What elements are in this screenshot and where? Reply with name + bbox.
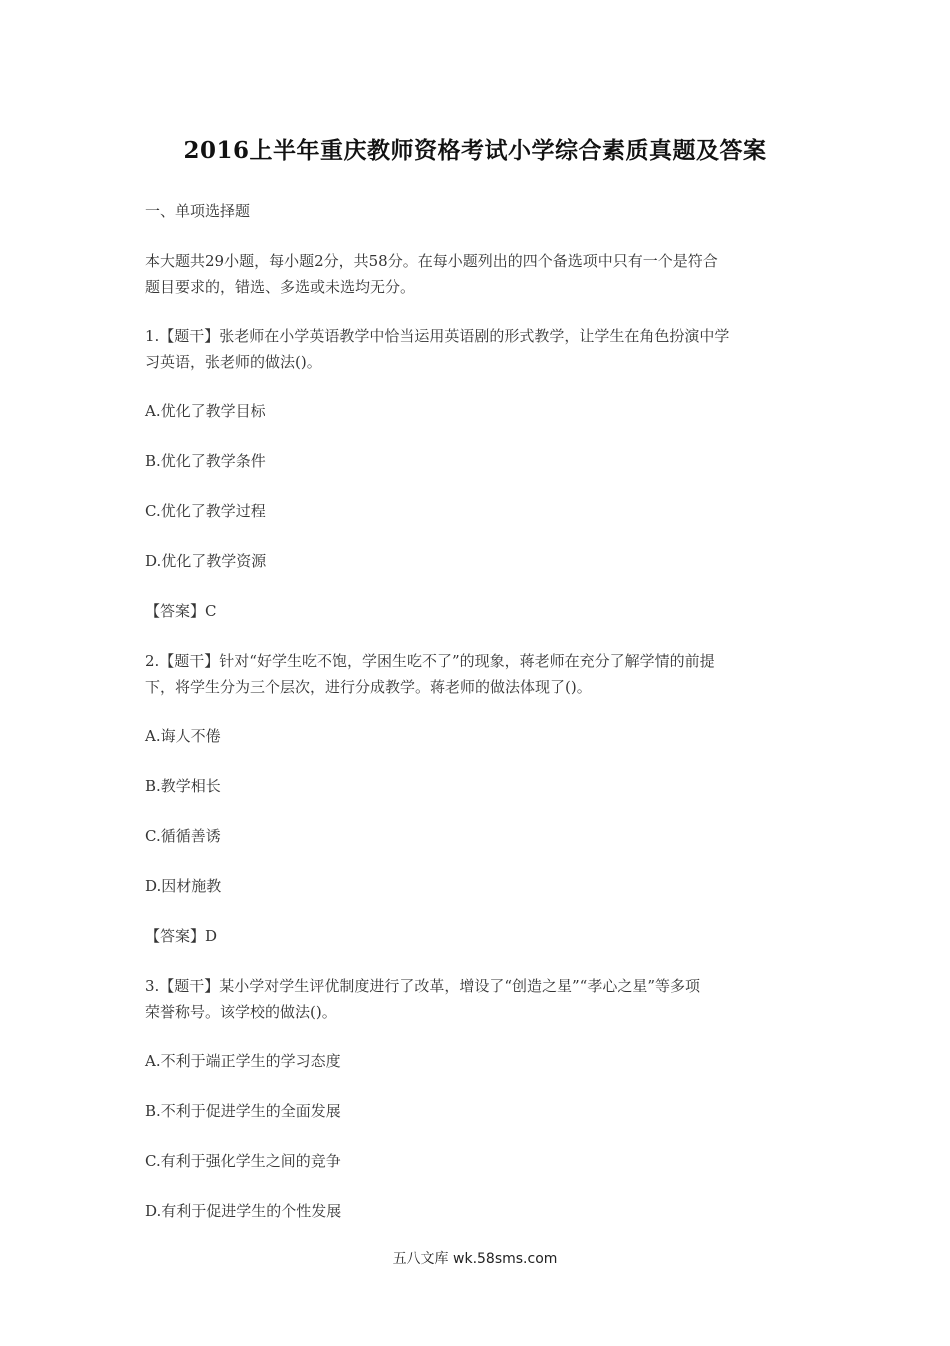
instructions-line: 题目要求的，错选、多选或未选均无分。 [145, 278, 416, 296]
question-2-option-b: B.教学相长 [145, 777, 221, 795]
question-2-option-d: D.因材施教 [145, 877, 222, 895]
question-3-option-d: D.有利于促进学生的个性发展 [145, 1202, 342, 1220]
question-stem-line: 1.【题干】张老师在小学英语教学中恰当运用英语剧的形式教学，让学生在角色扮演中学 [145, 327, 730, 345]
question-1-stem [145, 323, 805, 375]
question-3-option-c: C.有利于强化学生之间的竞争 [145, 1152, 341, 1170]
instructions [145, 248, 805, 300]
page-footer-watermark: 五八文库 wk.58sms.com [392, 1251, 558, 1267]
question-stem-line: 2.【题干】针对“好学生吃不饱，学困生吃不了”的现象，蒋老师在充分了解学情的前提 [145, 652, 715, 670]
instructions-line: 本大题共29小题，每小题2分，共58分。在每小题列出的四个备选项中只有一个是符合 [145, 252, 718, 270]
question-stem-line: 习英语，张老师的做法()。 [145, 353, 322, 371]
question-1-option-a: A.优化了教学目标 [145, 402, 266, 420]
question-2-option-a: A.诲人不倦 [145, 727, 221, 745]
question-2-option-c: C.循循善诱 [145, 827, 221, 845]
question-1-option-c: C.优化了教学过程 [145, 502, 266, 520]
section-heading: 一、单项选择题 [145, 202, 251, 220]
question-stem-line: 下，将学生分为三个层次，进行分成教学。蒋老师的做法体现了()。 [145, 678, 592, 696]
question-1-option-d: D.优化了教学资源 [145, 552, 267, 570]
question-2-stem [145, 648, 805, 700]
question-3-option-a: A.不利于端正学生的学习态度 [145, 1052, 341, 1070]
question-stem-line: 3.【题干】某小学对学生评优制度进行了改革，增设了“创造之星”“孝心之星”等多项 [145, 977, 700, 995]
question-1-option-b: B.优化了教学条件 [145, 452, 266, 470]
document-title: 2016上半年重庆教师资格考试小学综合素质真题及答案 [183, 137, 767, 164]
question-1-answer: 【答案】C [145, 602, 217, 620]
question-3-stem [145, 973, 805, 1025]
question-2-answer: 【答案】D [145, 927, 218, 945]
question-3-option-b: B.不利于促进学生的全面发展 [145, 1102, 341, 1120]
question-stem-line: 荣誉称号。该学校的做法()。 [145, 1003, 337, 1021]
